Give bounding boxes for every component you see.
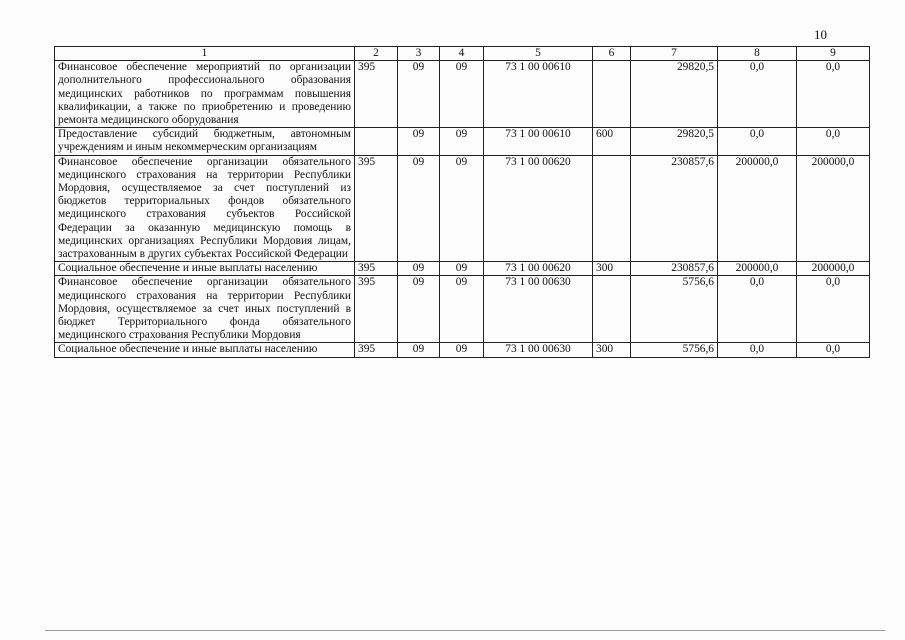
cell-admin-code: 395 (355, 262, 398, 276)
cell-amount-2: 0,0 (718, 343, 797, 357)
row-description: Финансовое обеспечение организации обязательного медицинского страхования на территории Республики Мордовия, осуществляемое за счет поступлений из бюджетов территориальных фондов обязательного медицинского страхования субъектов Российской Федерации за оказанную медицинскую помощь в медицинских организациях Республики Мордовия лицам, застрахованным в других субъектах Российской Федерации (55, 155, 355, 262)
row-description: Финансовое обеспечение мероприятий по организации дополнительного профессионального образования медицинских работников по программам повышения квалификации, а также по приобретению и проведению ремонта медицинского оборудования (55, 61, 355, 128)
cell-section: 09 (398, 343, 440, 357)
row-description: Финансовое обеспечение организации обязательного медицинского страхования на территории Республики Мордовия, осуществляемое за счет иных поступлений в бюджет Территориального фонда обязательного медицинского страхования Республики Мордовия (55, 276, 355, 343)
column-header: 8 (718, 47, 797, 61)
cell-target-article: 73 1 00 00610 (484, 61, 593, 128)
cell-expense-type (593, 155, 631, 262)
cell-section: 09 (398, 128, 440, 155)
cell-expense-type: 600 (593, 128, 631, 155)
cell-subsection: 09 (440, 276, 484, 343)
column-header: 6 (593, 47, 631, 61)
cell-expense-type (593, 276, 631, 343)
page-number: 10 (814, 27, 827, 42)
cell-amount-3: 0,0 (797, 128, 870, 155)
cell-expense-type: 300 (593, 262, 631, 276)
cell-expense-type (593, 61, 631, 128)
column-header: 1 (55, 47, 355, 61)
cell-subsection: 09 (440, 155, 484, 262)
cell-subsection: 09 (440, 262, 484, 276)
table-row (55, 276, 870, 343)
cell-subsection: 09 (440, 128, 484, 155)
table-row (55, 61, 870, 128)
cell-amount-1: 230857,6 (631, 155, 718, 262)
column-header: 5 (484, 47, 593, 61)
cell-target-article: 73 1 00 00620 (484, 155, 593, 262)
cell-amount-1: 29820,5 (631, 128, 718, 155)
cell-amount-3: 200000,0 (797, 155, 870, 262)
cell-section: 09 (398, 61, 440, 128)
table-row (55, 155, 870, 262)
cell-amount-2: 0,0 (718, 128, 797, 155)
table-row (55, 128, 870, 155)
cell-amount-1: 29820,5 (631, 61, 718, 128)
cell-target-article: 73 1 00 00630 (484, 276, 593, 343)
page-edge-line (45, 630, 885, 631)
cell-amount-3: 0,0 (797, 343, 870, 357)
cell-amount-3: 200000,0 (797, 262, 870, 276)
row-description: Предоставление субсидий бюджетным, автономным учреждениям и иным некоммерческим организациям (55, 128, 355, 155)
cell-amount-2: 0,0 (718, 61, 797, 128)
column-header: 2 (355, 47, 398, 61)
cell-admin-code: 395 (355, 61, 398, 128)
header-row (55, 47, 870, 61)
column-header: 3 (398, 47, 440, 61)
cell-section: 09 (398, 262, 440, 276)
table-row (55, 343, 870, 357)
cell-amount-1: 5756,6 (631, 343, 718, 357)
cell-target-article: 73 1 00 00620 (484, 262, 593, 276)
cell-section: 09 (398, 155, 440, 262)
cell-amount-3: 0,0 (797, 276, 870, 343)
column-header: 9 (797, 47, 870, 61)
cell-target-article: 73 1 00 00610 (484, 128, 593, 155)
cell-target-article: 73 1 00 00630 (484, 343, 593, 357)
cell-subsection: 09 (440, 343, 484, 357)
budget-table (54, 46, 870, 358)
cell-amount-2: 200000,0 (718, 262, 797, 276)
cell-admin-code: 395 (355, 155, 398, 262)
row-description: Социальное обеспечение и иные выплаты населению (55, 343, 355, 357)
cell-admin-code: 395 (355, 276, 398, 343)
cell-admin-code: 395 (355, 343, 398, 357)
cell-amount-3: 0,0 (797, 61, 870, 128)
cell-section: 09 (398, 276, 440, 343)
cell-amount-1: 230857,6 (631, 262, 718, 276)
cell-amount-2: 200000,0 (718, 155, 797, 262)
cell-amount-1: 5756,6 (631, 276, 718, 343)
row-description: Социальное обеспечение и иные выплаты населению (55, 262, 355, 276)
cell-expense-type: 300 (593, 343, 631, 357)
column-header: 7 (631, 47, 718, 61)
table-row (55, 262, 870, 276)
cell-subsection: 09 (440, 61, 484, 128)
cell-admin-code (355, 128, 398, 155)
column-header: 4 (440, 47, 484, 61)
cell-amount-2: 0,0 (718, 276, 797, 343)
